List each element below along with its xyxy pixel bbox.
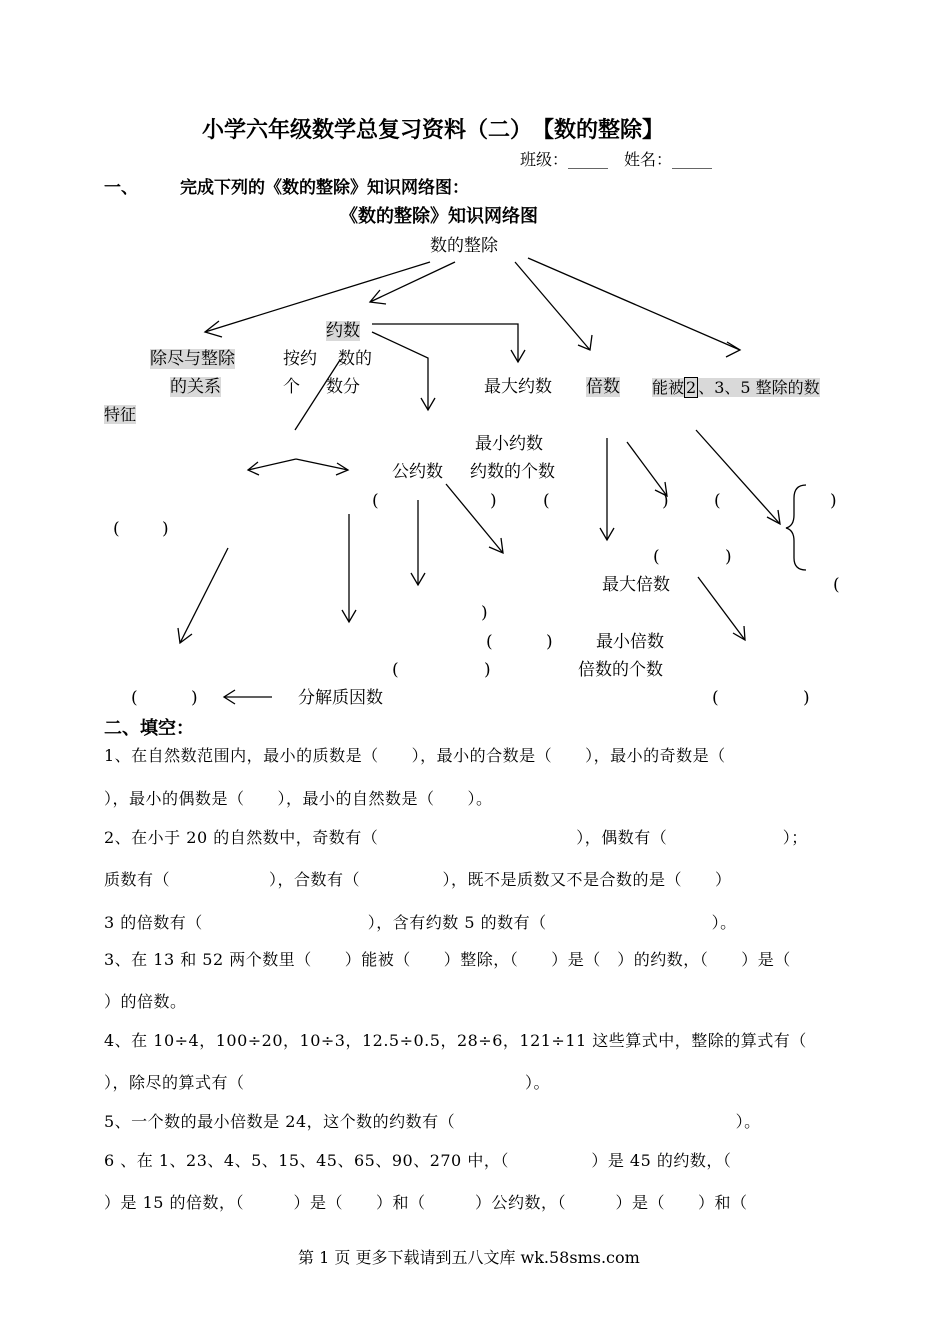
node-factors: 约数 xyxy=(326,321,360,341)
node-relation-2: 的关系 xyxy=(170,377,221,397)
blank-d-close: ) xyxy=(830,491,837,511)
question-line: 4、在 10÷4，100÷20，10÷3，12.5÷0.5，28÷6，121÷11 这些算式中，整除的算式有（ xyxy=(104,1031,807,1050)
section1-number: 一、 xyxy=(104,178,138,198)
question-line: 5、一个数的最小倍数是 24，这个数的约数有（ ）。 xyxy=(104,1112,761,1131)
blank-k-open: ( xyxy=(712,688,719,708)
question-line: ），最小的偶数是（ ），最小的自然数是（ ）。 xyxy=(104,789,493,808)
blank-a-close: ) xyxy=(162,519,169,539)
divisibility-text-a: 能被 xyxy=(652,378,685,397)
name-label: 姓名： xyxy=(624,150,673,169)
page-footer: 第 1 页 更多下载请到五八文库 wk.58sms.com xyxy=(298,1248,640,1267)
blank-h-open: ( xyxy=(486,632,493,652)
node-factor-count: 约数的个数 xyxy=(470,462,555,482)
node-factorize: 分解质因数 xyxy=(298,688,383,708)
blank-d-open: ( xyxy=(714,491,721,511)
arrow-left-blank xyxy=(180,548,228,643)
node-classify-2: 数分 xyxy=(326,377,360,397)
arrow-root-relation xyxy=(205,262,430,332)
question-line: 2、在小于 20 的自然数中，奇数有（ ），偶数有（ ）； xyxy=(104,828,808,847)
question-line: ）是 15 的倍数，（ ）是（ ）和（ ）公约数，（ ）是（ ）和（ xyxy=(104,1193,748,1212)
divisibility-box: 2 xyxy=(686,378,697,397)
node-relation-1: 除尽与整除 xyxy=(150,349,235,369)
question-line: ）的倍数。 xyxy=(104,992,187,1011)
brace xyxy=(786,485,806,570)
arrow-root-multiples xyxy=(515,262,590,350)
node-classify-1: 数的 xyxy=(338,349,372,369)
blank-c-open: ( xyxy=(543,491,550,511)
blank-f-open: ( xyxy=(833,575,840,595)
arrow-factors-common xyxy=(372,332,428,410)
diagram-title: 《数的整除》知识网络图 xyxy=(340,206,538,227)
node-root: 数的整除 xyxy=(430,236,498,256)
blank-h-close: ) xyxy=(546,632,553,652)
blank-e-close: ) xyxy=(725,547,732,567)
question-line: 6 、在 1、23、4、5、15、45、65、90、270 中，（ ）是 45 的约数，（ xyxy=(104,1151,732,1170)
name-blank: _____ xyxy=(672,150,713,169)
class-label: 班级： xyxy=(520,150,569,169)
question-line: 3、在 13 和 52 两个数里（ ）能被（ ）整除，（ ）是（ ）的约数，（ ）是（ xyxy=(104,950,791,969)
question-line: ），除尽的算式有（ ）。 xyxy=(104,1073,551,1092)
blank-a-open: ( xyxy=(113,519,120,539)
question-line: 1、在自然数范围内，最小的质数是（ ），最小的合数是（ ），最小的奇数是（ xyxy=(104,746,726,765)
blank-j-open: ( xyxy=(131,688,138,708)
node-by-count-1: 按约 xyxy=(283,349,317,369)
blank-j-close: ) xyxy=(191,688,198,708)
blank-g-close: ) xyxy=(481,603,488,623)
node-features: 特征 xyxy=(104,405,137,424)
blank-b-close: ) xyxy=(490,491,497,511)
question-line: 3 的倍数有（ ），含有约数 5 的数有（ ）。 xyxy=(104,913,737,932)
node-common-factor: 公约数 xyxy=(392,462,443,482)
node-by-count-2: 个 xyxy=(283,377,300,397)
node-largest-multiple: 最大倍数 xyxy=(602,575,670,595)
node-multiple-count: 倍数的个数 xyxy=(578,660,663,680)
node-smallest-multiple: 最小倍数 xyxy=(596,632,664,652)
divisibility-text-b: 、3、5 整除的数 xyxy=(698,378,820,397)
blank-k-close: ) xyxy=(803,688,810,708)
arrow-lcm xyxy=(698,577,745,640)
blank-i-open: ( xyxy=(392,660,399,680)
page-title: 小学六年级数学总复习资料（二） 【数的整除】 xyxy=(202,118,665,143)
section1-instruction: 完成下列的《数的整除》知识网络图： xyxy=(180,178,469,198)
section2-heading: 二、填空： xyxy=(104,718,194,739)
node-divisibility xyxy=(652,378,820,397)
arrow-features-brace xyxy=(696,430,780,524)
node-multiples: 倍数 xyxy=(586,377,620,397)
blank-e-open: ( xyxy=(653,547,660,567)
arrow-root-features xyxy=(528,258,740,350)
blank-b-open: ( xyxy=(372,491,379,511)
class-blank: _____ xyxy=(568,150,609,169)
question-line: 质数有（ ），合数有（ ），既不是质数又不是合数的是（ ） xyxy=(104,870,732,889)
blank-c-close: ) xyxy=(662,491,669,511)
arrow-factors-gcd xyxy=(372,324,518,362)
blank-i-close: ) xyxy=(484,660,491,680)
node-gcd: 最大约数 xyxy=(484,377,552,397)
node-smallest-factor: 最小约数 xyxy=(475,434,543,454)
arrow-multiples-right xyxy=(627,442,667,496)
